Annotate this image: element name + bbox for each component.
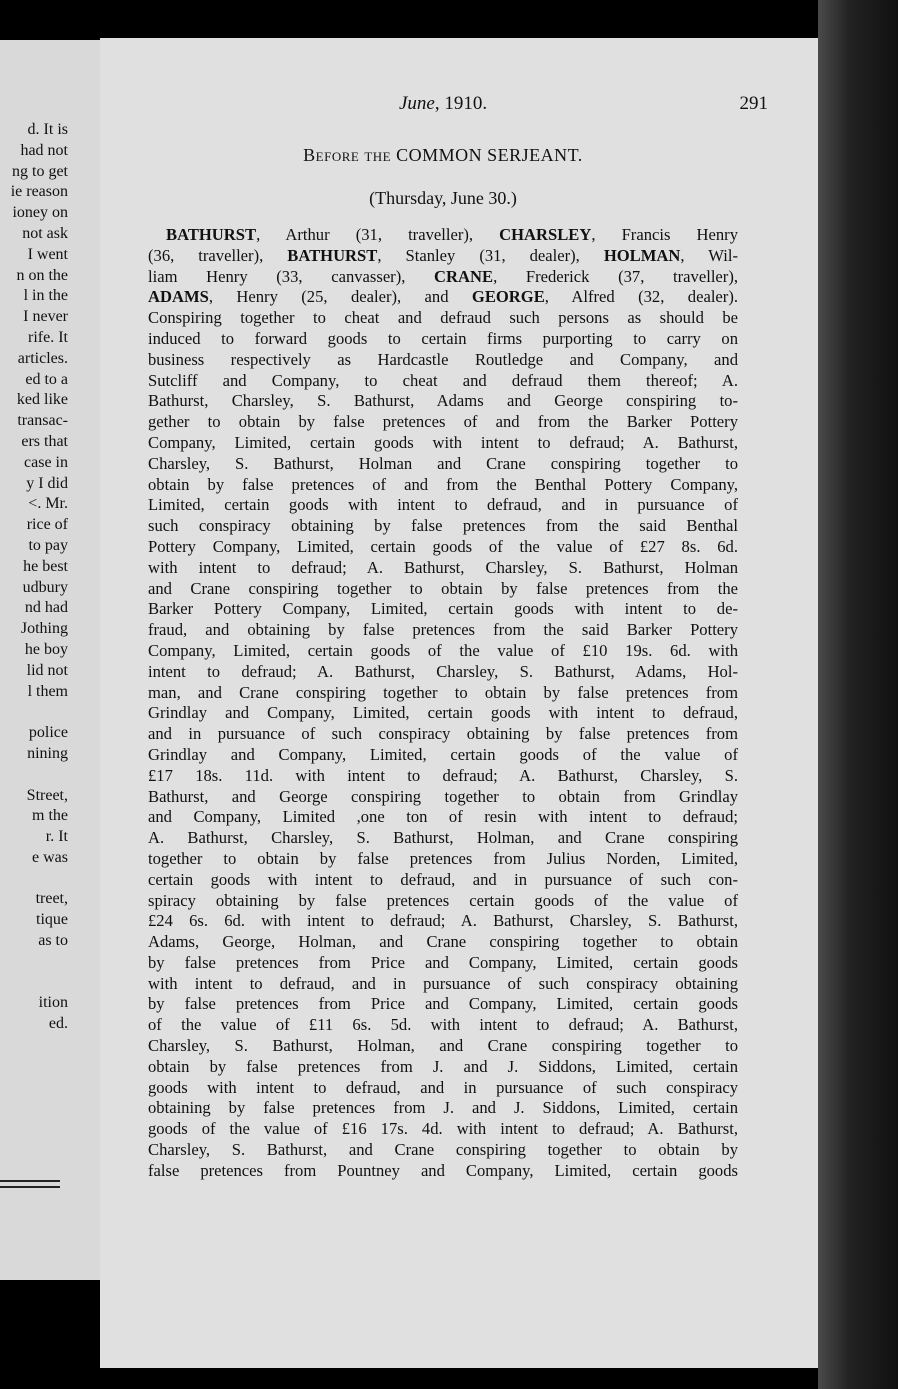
case-text-line: by false pretences from Price and Company, Limited, certain goods xyxy=(148,952,738,972)
page-content xyxy=(148,93,823,1182)
left-page-line: I went xyxy=(27,245,68,263)
case-text-line: and Company, Limited ,one ton of resin with intent to defraud; xyxy=(148,807,738,827)
case-text-line: together to obtain by false pretences from Julius Norden, Limited, xyxy=(148,848,738,868)
case-text-line: false pretences from Pountney and Company, Limited, certain goods xyxy=(148,1160,738,1180)
case-text-line: £17 18s. 11d. with intent to defraud; A. Bathurst, Charsley, S. xyxy=(148,765,738,785)
case-text xyxy=(148,225,738,1182)
running-head-month: June xyxy=(398,93,435,114)
page-header xyxy=(148,93,823,123)
case-text-line: certain goods with intent to defraud, and in pursuance of such con- xyxy=(148,869,738,889)
left-page-line: Street, xyxy=(26,786,68,804)
left-page-line: as to xyxy=(38,932,68,950)
left-page-line: he best xyxy=(23,557,68,575)
left-page-line: y I did xyxy=(26,474,68,492)
case-text-line: obtaining by false pretences from J. and J. Siddons, Limited, certain xyxy=(148,1098,738,1118)
left-page-line: treet, xyxy=(35,890,68,908)
case-text-line: Limited, certain goods with intent to defraud, and in pursuance of xyxy=(148,495,738,515)
case-text-line: goods of the value of £16 17s. 4d. with intent to defraud; A. Bathurst, xyxy=(148,1119,738,1139)
left-page-line: e was xyxy=(32,848,68,866)
left-page-line: d. It is xyxy=(27,121,68,138)
case-text-line: Sutcliff and Company, to cheat and defraud them thereof; A. xyxy=(148,370,738,390)
left-page-line xyxy=(0,952,68,973)
case-text-line: Bathurst, Charsley, S. Bathurst, Adams and George conspiring to- xyxy=(148,391,738,411)
case-text-line: Charsley, S. Bathurst, and Crane conspiring together to obtain by xyxy=(148,1140,738,1160)
case-text-line: Company, Limited, certain goods with intent to defraud; A. Bathurst, xyxy=(148,432,738,452)
case-text-line: goods with intent to defraud, and in pursuance of such conspiracy xyxy=(148,1077,738,1097)
left-page-line xyxy=(0,869,68,890)
case-text-line: obtain by false pretences from J. and J. Siddons, Limited, certain xyxy=(148,1056,738,1076)
left-page-line: not ask xyxy=(22,224,68,242)
case-text-line: liam Henry (33, canvasser), CRANE, Frederick (37, traveller), xyxy=(148,266,738,286)
running-head-year: , 1910. xyxy=(434,93,488,114)
left-page-line: articles. xyxy=(17,349,68,367)
left-page-line: rice of xyxy=(26,516,68,534)
case-text-line: and Crane conspiring together to obtain by false pretences from the xyxy=(148,578,738,598)
left-page-line xyxy=(0,973,68,994)
case-text-line: Charsley, S. Bathurst, Holman and Crane conspiring together to xyxy=(148,453,738,473)
case-text-line: Pottery Company, Limited, certain goods of the value of £27 8s. 6d. xyxy=(148,536,738,556)
left-page-line: nd had xyxy=(24,599,68,617)
case-text-line: such conspiracy obtaining by false pretences from the said Benthal xyxy=(148,516,738,536)
case-text-line: Conspiring together to cheat and defraud such persons as should be xyxy=(148,308,738,328)
left-page-line: I never xyxy=(23,308,68,326)
case-text-line: Adams, George, Holman, and Crane conspiring together to obtain xyxy=(148,932,738,952)
case-text-line: by false pretences from Price and Company, Limited, certain goods xyxy=(148,994,738,1014)
case-text-line: Grindlay and Company, Limited, certain goods with intent to defraud, xyxy=(148,703,738,723)
case-text-line: with intent to defraud; A. Bathurst, Charsley, S. Bathurst, Holman xyxy=(148,557,738,577)
left-page-rule xyxy=(0,1180,60,1182)
left-page-line: ers that xyxy=(21,432,68,450)
left-page-line xyxy=(0,702,68,723)
left-page-line: udbury xyxy=(22,578,68,596)
left-page-line: lid not xyxy=(26,661,68,679)
left-page-text xyxy=(0,120,68,1035)
court-name: COMMON SERJEANT. xyxy=(396,145,583,165)
right-page xyxy=(100,38,820,1368)
case-text-line: Charsley, S. Bathurst, Holman, and Crane conspiring together to xyxy=(148,1036,738,1056)
case-text-line: obtain by false pretences of and from the Benthal Pottery Company, xyxy=(148,474,738,494)
left-page-line: l them xyxy=(27,682,68,700)
case-text-line: business respectively as Hardcastle Routledge and Company, and xyxy=(148,349,738,369)
left-page-line: he boy xyxy=(24,640,68,658)
page-number: 291 xyxy=(739,93,768,114)
case-text-line: with intent to defraud, and in pursuance of such conspiracy obtaining xyxy=(148,973,738,993)
left-page-line: rife. It xyxy=(28,328,68,346)
case-text-line: ADAMS, Henry (25, dealer), and GEORGE, Alfred (32, dealer). xyxy=(148,287,738,307)
court-prefix: Before the xyxy=(303,145,392,165)
left-page-line: Jothing xyxy=(20,620,68,638)
left-page-rule xyxy=(0,1186,60,1188)
court-heading xyxy=(148,145,738,166)
running-head xyxy=(148,93,738,115)
case-text-line: Grindlay and Company, Limited, certain goods of the value of xyxy=(148,744,738,764)
left-page-line: ked like xyxy=(16,391,68,409)
left-page-line: r. It xyxy=(45,828,68,846)
case-text-line: (36, traveller), BATHURST, Stanley (31, dealer), HOLMAN, Wil- xyxy=(148,245,738,265)
case-text-line: spiracy obtaining by false pretences certain goods of the value of xyxy=(148,890,738,910)
case-text-line: gether to obtain by false pretences of and from the Barker Pottery xyxy=(148,412,738,432)
case-text-line: Company, Limited, certain goods of the value of £10 19s. 6d. with xyxy=(148,640,738,660)
left-page-line: <. Mr. xyxy=(28,495,68,513)
session-date: (Thursday, June 30.) xyxy=(369,188,517,208)
left-page-line: ed. xyxy=(48,1015,68,1033)
case-text-line: induced to forward goods to certain firms purporting to carry on xyxy=(148,328,738,348)
left-page-line xyxy=(0,765,68,786)
scanner-dark-edge xyxy=(818,0,898,1389)
case-text-line: and in pursuance of such conspiracy obtaining by false pretences from xyxy=(148,724,738,744)
left-page-line: ition xyxy=(38,994,68,1012)
case-text-line: intent to defraud; A. Bathurst, Charsley, S. Bathurst, Adams, Hol- xyxy=(148,661,738,681)
left-page-line: transac- xyxy=(17,412,68,430)
left-page-line: had not xyxy=(20,141,68,159)
left-page-line: m the xyxy=(32,807,68,825)
case-text-line: of the value of £11 6s. 5d. with intent to defraud; A. Bathurst, xyxy=(148,1015,738,1035)
left-page-line: ed to a xyxy=(25,370,68,388)
case-text-line: Bathurst, and George conspiring together to obtain from Grindlay xyxy=(148,786,738,806)
left-page-line: ioney on xyxy=(12,204,68,222)
left-page-line: tique xyxy=(36,911,68,929)
case-text-line: fraud, and obtaining by false pretences from the said Barker Pottery xyxy=(148,620,738,640)
case-text-line: man, and Crane conspiring together to obtain by false pretences from xyxy=(148,682,738,702)
left-page-line: police xyxy=(28,724,68,742)
left-page-line: to pay xyxy=(28,536,68,554)
case-text-line: BATHURST, Arthur (31, traveller), CHARSLEY, Francis Henry xyxy=(166,225,738,244)
case-text-line: A. Bathurst, Charsley, S. Bathurst, Holman, and Crane conspiring xyxy=(148,828,738,848)
left-page-line: n on the xyxy=(16,266,68,284)
left-page-line: ie reason xyxy=(10,183,68,201)
left-page-line: nining xyxy=(27,744,68,762)
left-page-line: case in xyxy=(24,453,68,471)
case-text-line: £24 6s. 6d. with intent to defraud; A. Bathurst, Charsley, S. Bathurst, xyxy=(148,911,738,931)
case-text-line: Barker Pottery Company, Limited, certain goods with intent to de- xyxy=(148,599,738,619)
left-page-line: ng to get xyxy=(12,162,68,180)
left-page-line: l in the xyxy=(23,287,68,305)
